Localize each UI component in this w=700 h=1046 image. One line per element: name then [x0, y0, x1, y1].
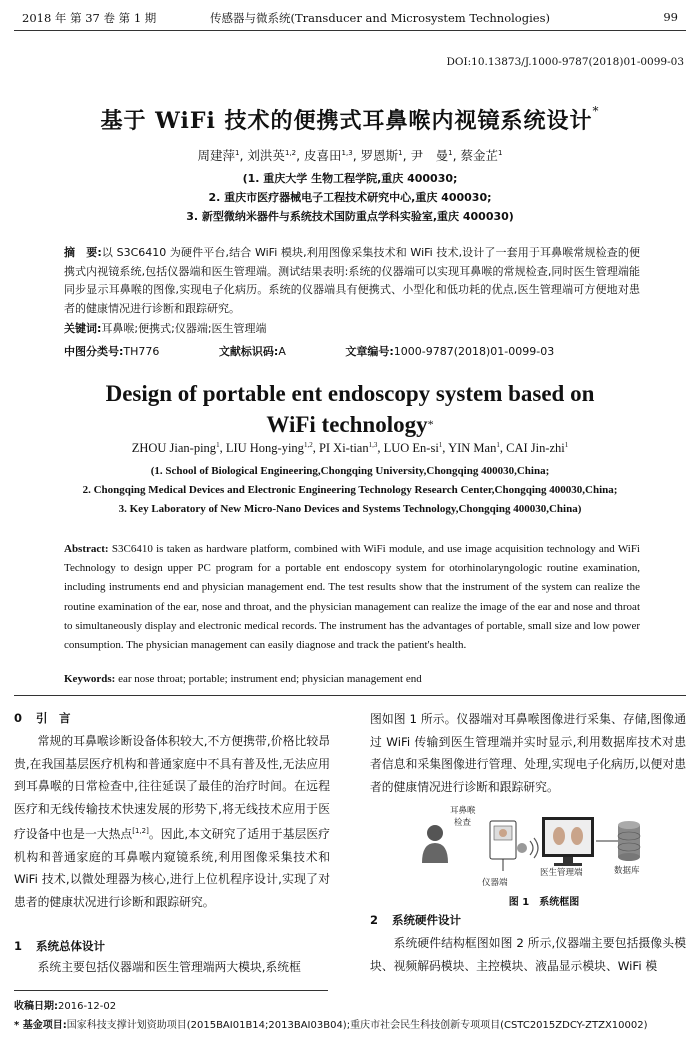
- affiliation-en-3: 3. Key Laboratory of New Micro-Nano Devices and Systems Technology,Chongqing 400030,China): [118, 503, 582, 515]
- fig-label-exam-1: 耳鼻喉: [450, 806, 476, 816]
- author-name: 蔡金芷: [460, 148, 499, 163]
- section-2-heading: 2 系统硬件设计: [370, 913, 461, 927]
- author-name: 周建萍: [197, 148, 235, 163]
- keywords-chinese: 关键词:耳鼻喉;便携式;仪器端;医生管理端: [64, 322, 267, 335]
- section-1-body-cont: 图如图 1 所示。仪器端对耳鼻喉图像进行采集、存储,图像通过 WiFi 传输到医生管理端并实时显示,利用数据库技术对患者信息和采集图像进行管理、处理,实现电子化病历,以便对患者的健康情况进行诊断和跟踪研究。: [370, 712, 686, 794]
- author-affiliation-mark: 1: [498, 148, 503, 157]
- doi: DOI:10.13873/J.1000-9787(2018)01-0099-03: [446, 56, 684, 68]
- author-name: CAI Jin-zhi: [506, 441, 565, 456]
- footnote-fund: * 基金项目:国家科技支撑计划资助项目(2015BAI01B14;2013BAI03B04);重庆市社会民生科技创新专项项目(CSTC2015ZDCY-ZTZX10002): [14, 1020, 648, 1031]
- affiliation-cn-1: (1. 重庆大学 生物工程学院,重庆 400030;: [242, 172, 458, 185]
- fig-label-database: 数据库: [614, 866, 640, 876]
- affiliation-en-2: 2. Chongqing Medical Devices and Electronic Engineering Technology Research Center,Chongqing 400030,China;: [82, 484, 618, 496]
- author-name: YIN Man: [448, 441, 497, 456]
- author-affiliation-mark: 1: [235, 148, 240, 157]
- body-rule: [14, 695, 686, 696]
- author-name: LUO En-si: [383, 441, 439, 456]
- authors-english: ZHOU Jian-ping$^1$, LIU Hong-ying$^{1,2}$, PI Xi-tian$^{1,3}$, LUO $En-si^1$, YIN Man$^1$, CAI Jin-zhi$^1$: [131, 441, 569, 456]
- author-affiliation-mark: 1: [564, 441, 569, 449]
- section-2-body: 系统硬件结构框图如图 2 所示,仪器端主要包括摄像头模块、视频解码模块、主控模块、液晶显示模块、WiFi 模: [370, 936, 686, 973]
- classification-line: 中图分类号:TH776 文献标识码:A 文章编号:1000-9787(2018)01-0099-03: [64, 345, 555, 358]
- section-1-heading: 1 系统总体设计: [14, 939, 105, 953]
- figure-1-diagram: [418, 803, 670, 889]
- running-header-issue: 2018 年 第 37 卷 第 1 期: [22, 11, 157, 25]
- author-name: 尹 曼: [410, 148, 449, 163]
- author-affiliation-mark: 1,2: [284, 148, 297, 157]
- author-affiliation-mark: 1,2: [303, 441, 313, 449]
- author-affiliation-mark: 1: [398, 148, 403, 157]
- fig-label-exam-2: 检查: [454, 818, 472, 828]
- keywords-english: Keywords: ear nose throat; portable; instrument end; physician management end: [64, 673, 422, 685]
- figure-1-caption: 图 1 系统框图: [508, 897, 580, 908]
- author-name: LIU Hong-ying: [225, 441, 304, 456]
- section-0-body: 常规的耳鼻喉诊断设备体积较大,不方便携带,价格比较昂贵,在我国基层医疗机构和普通家庭中不具有普及性,无法应用到耳鼻喉的日常检查中,往往延误了最佳的治疗时间。在远程医疗和无线传输技术快速发展的形势下,将无线技术应用于医疗设备中也是一大热点[1,2]。因此,本文研究了适用于基层医疗机构和普通家庭的耳鼻喉内窥镜系统,利用图像采集技术和 WiFi 技术,以微处理器为核心,进行上位机程序设计,实现了对患者的健康状况进行诊断和跟踪研究。: [14, 734, 330, 910]
- affiliation-cn-2: 2. 重庆市医疗器械电子工程技术研究中心,重庆 400030;: [208, 191, 492, 204]
- fig-label-instrument: 仪器端: [482, 878, 508, 888]
- author-name: 罗恩斯: [360, 148, 399, 163]
- affiliation-en-1: (1. School of Biological Engineering,Chongqing University,Chongqing 400030,China;: [150, 465, 550, 477]
- author-affiliation-mark: 1,3: [341, 148, 353, 157]
- affiliation-cn-3: 3. 新型微纳米器件与系统技术国防重点学科实验室,重庆 400030): [186, 210, 514, 223]
- title-chinese: 基于 WiFi 技术的便携式耳鼻喉内视镜系统设计*: [100, 104, 600, 134]
- abstract-chinese: 摘 要:以 S3C6410 为硬件平台,结合 WiFi 模块,利用图像采集技术和 WiFi 技术,设计了一套用于耳鼻喉常规检查的便携式内视镜系统,包括仪器端和医生管理端。测试结果表明:系统的仪器端可以实现耳鼻喉的常规检查,同时医生管理端能同步显示耳鼻喉的图像,实现电子化病历。系统的仪器端具有便携式、小型化和低功耗的优点,医生管理端可方便地对患者的健康情况进行诊断和跟踪研究。: [64, 246, 640, 315]
- section-1-body-start: 系统主要包括仪器端和医生管理端两大模块,系统框: [37, 960, 301, 974]
- title-english: Design of portable ent endoscopy system based on WiFi technology*: [105, 381, 595, 437]
- abstract-english: Abstract: S3C6410 is taken as hardware platform, combined with WiFi module, and use image acquisition technology and WiFi Technology to design upper PC program for a portable ent endoscopy system for otorhinolaryngologic routine examination, including instruments end and physician management end. The test results show that the instrument of the system can realize the routine examination of the ear, nose and throat, and the physician management can realize the image of the ear and nose and throat to simultaneously display and electronic medical records. The instrument has the advantages of portable, small size and low power consumption. The physician management can easily diagnose and track the patient's health.: [64, 543, 640, 652]
- authors-chinese: 周建萍$^1$, 刘洪英$^{1,2}$, 皮喜田$^{1,3}$, 罗恩斯$^1$, 尹 曼$^1$, 蔡金芷$^1$: [197, 148, 503, 163]
- author-affiliation-mark: 1: [448, 148, 453, 157]
- page-number: 99: [663, 10, 678, 24]
- author-affiliation-mark: 1,3: [368, 441, 378, 449]
- running-header-journal: 传感器与微系统(Transducer and Microsystem Technologies): [210, 11, 550, 25]
- author-name: 刘洪英: [247, 148, 285, 163]
- wifi-icon: [517, 838, 538, 858]
- section-0-heading: 0 引 言: [14, 711, 71, 725]
- header-rule: [14, 30, 686, 31]
- database-icon: [618, 821, 640, 861]
- author-name: ZHOU Jian-ping: [131, 441, 217, 456]
- author-affiliation-mark: 1: [216, 441, 220, 449]
- author-affiliation-mark: 1: [496, 441, 500, 449]
- doctor-person-icon: [422, 825, 448, 863]
- author-name: 皮喜田: [304, 148, 342, 163]
- instrument-device-icon: [490, 821, 516, 871]
- doctor-monitor-icon: [542, 817, 594, 866]
- fig-label-doctor: 医生管理端: [540, 868, 583, 878]
- footnote-received: 收稿日期:2016-12-02: [14, 1001, 117, 1012]
- author-name: PI Xi-tian: [318, 441, 369, 456]
- author-affiliation-mark: 1: [438, 441, 443, 449]
- footnote-rule: [14, 990, 328, 991]
